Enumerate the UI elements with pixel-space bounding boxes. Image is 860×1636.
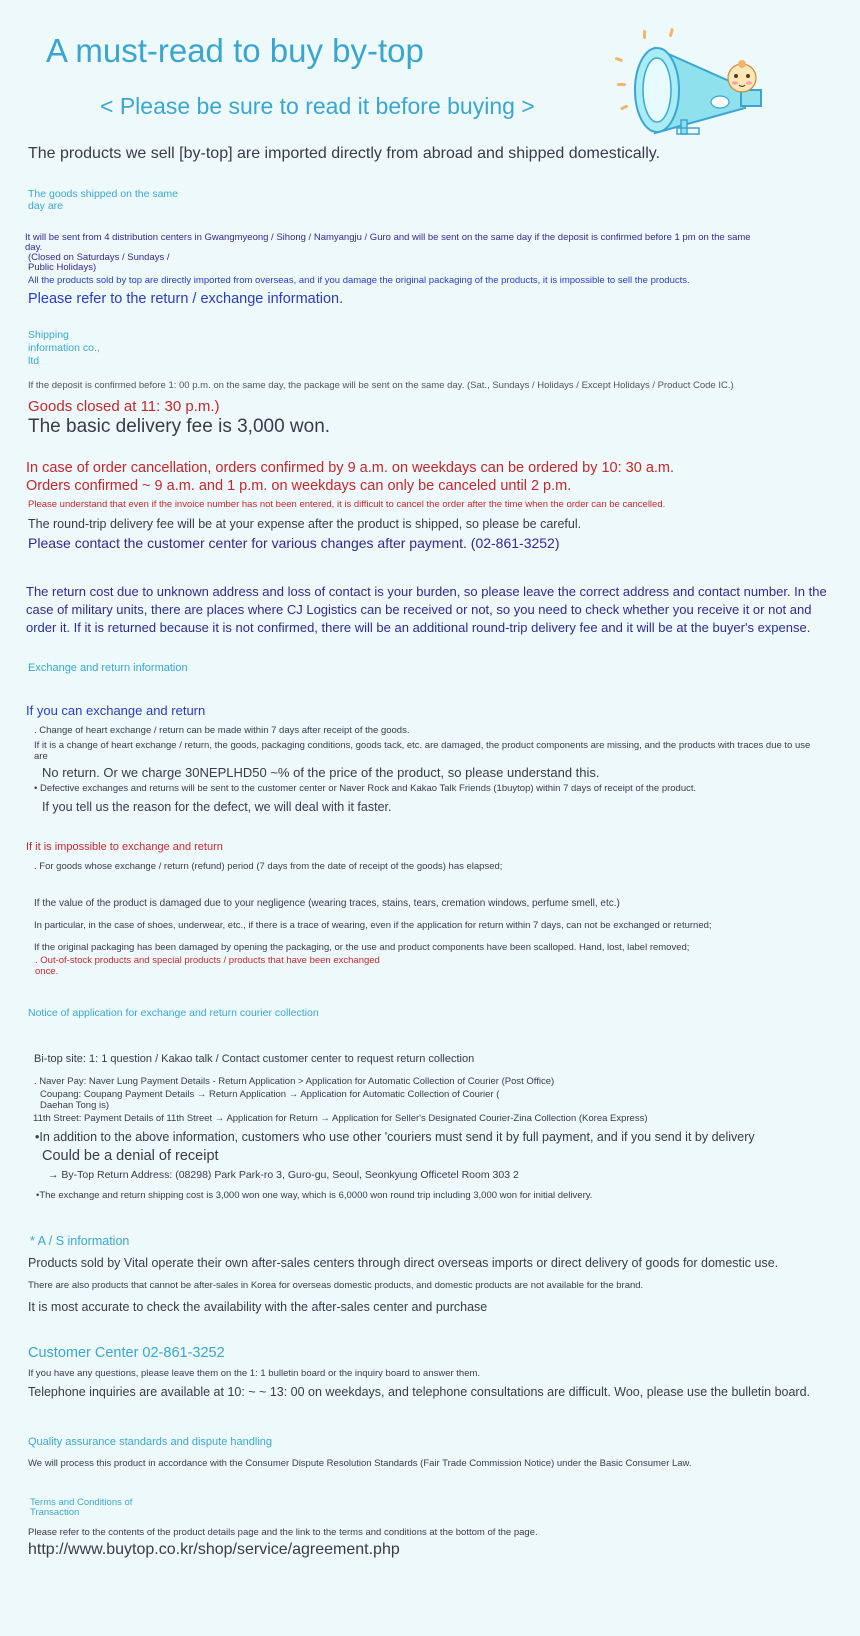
terms-heading-1: Terms and Conditions of [30,1497,133,1508]
exchange-p2: If it is a change of heart exchange / return, the goods, packaging conditions, goods tack, etc. are damaged, the product components are missing, and the products with traces due to use [34,740,811,751]
return-cost-paragraph: The return cost due to unknown address and loss of contact is your burden, so please leave the correct address and contact number. In the case of military units, there are places where CJ Logistics can be received or not, so you need to check whether you receive it or not and order it. If it is returned because it is not confirmed, there will be an additional round-trip delivery fee and it will be at the buyer's expense. [26,584,827,635]
cancellation-line-4: The round-trip delivery fee will be at your expense after the product is shipped, so please be careful. [28,517,582,531]
cancellation-line-3: Please understand that even if the invoice number has not been entered, it is difficult to cancel the order after the time when the order can be cancelled. [28,499,666,510]
closed-days-1: (Closed on Saturdays / Sundays / [28,252,170,263]
as-2: There are also products that cannot be after-sales in Korea for overseas domestic products, and domestic products are not available for the brand. [28,1280,644,1291]
impossible-4: If the original packaging has been damaged by opening the packaging, or the use and product components have been scalloped. Hand, lost, label removed; [34,942,690,953]
exchange-p4: • Defective exchanges and returns will be sent to the customer center or Naver Rock and Kakao Talk Friends (1buytop) within 7 days of receipt of the product. [34,783,697,794]
exchange-impossible-heading: If it is impossible to exchange and return [26,841,223,853]
closed-days-2: Public Holidays) [28,262,97,273]
courier-5: •In addition to the above information, customers who use other 'couriers must send it by full payment, and if you send it by delivery [35,1130,755,1144]
exchange-p2-cont: are [34,751,48,762]
same-day-text-cont: day. [25,242,43,253]
courier-2: . Naver Pay: Naver Lung Payment Details - Return Application > Application for Automatic Collection of Courier (Post Office) [34,1076,555,1087]
impossible-6: once. [35,966,59,977]
courier-1: Bi-top site: 1: 1 question / Kakao talk / Contact customer center to request return collection [34,1053,475,1065]
impossible-1: . For goods whose exchange / return (refund) period (7 days from the date of receipt of the goods) has elapsed; [34,861,503,872]
cancellation-line-2: Orders confirmed ~ 9 a.m. and 1 p.m. on weekdays can only be canceled until 2 p.m. [26,478,572,494]
quality-text: We will process this product in accordance with the Consumer Dispute Resolution Standards (Fair Trade Commission Notice) under the Basic Consumer Law. [28,1458,692,1469]
page-title: A must-read to buy by-top [46,32,424,69]
refer-return-info: Please refer to the return / exchange information. [28,291,344,307]
as-1: Products sold by Vital operate their own after-sales centers through direct overseas imports or direct delivery of goods for domestic use. [28,1256,779,1270]
courier-heading: Notice of application for exchange and return courier collection [28,1007,319,1019]
courier-3: Coupang: Coupang Payment Details → Return Application → Application for Automatic Collection of Courier ( [40,1089,500,1100]
delivery-fee: The basic delivery fee is 3,000 won. [28,416,331,437]
courier-4: 11th Street: Payment Details of 11th Street → Application for Return → Application for Seller's Designated Courier-Zina Collection (Korea Express) [33,1113,648,1124]
exchange-p1: . Change of heart exchange / return can be made within 7 days after receipt of the goods. [34,725,410,736]
page-subtitle: < Please be sure to read it before buying > [100,93,535,119]
impossible-2: If the value of the product is damaged due to your negligence (wearing traces, stains, tears, cremation windows, perfume smell, etc.) [34,898,620,909]
exchange-possible-heading: If you can exchange and return [26,703,206,718]
terms-link[interactable]: http://www.buytop.co.kr/shop/service/agreement.php [28,1541,400,1558]
cancellation-line-1: In case of order cancellation, orders confirmed by 9 a.m. on weekdays can be ordered by 10: 30 a.m. [26,460,675,476]
impossible-5: . Out-of-stock products and special products / products that have been exchanged [35,955,380,966]
customer-center-2: Telephone inquiries are available at 10: ~ ~ 13: 00 on weekdays, and telephone consultations are difficult. Woo, please use the bulletin board. [28,1385,811,1399]
terms-heading-2: Transaction [30,1507,80,1518]
same-day-label-1: The goods shipped on the same [28,188,179,200]
terms-text: Please refer to the contents of the product details page and the link to the terms and conditions at the bottom of the page. [28,1527,538,1538]
exchange-heading: Exchange and return information [28,662,188,674]
courier-3-cont: Daehan Tong is) [40,1100,110,1111]
customer-center-heading: Customer Center 02-861-3252 [28,1345,225,1361]
megaphone-mascot-icon [615,28,795,143]
deposit-notice: If the deposit is confirmed before 1: 00 p.m. on the same day, the package will be sent on the same day. (Sat., Sundays / Holidays / Except Holidays / Product Code IC.) [28,380,734,391]
same-day-text: It will be sent from 4 distribution centers in Gwangmyeong / Sihong / Namyangju / Guro and will be sent on the same day if the deposit is confirmed before 1 pm on the same [25,232,751,243]
as-3: It is most accurate to check the availability with the after-sales center and purchase [28,1300,488,1314]
goods-closed: Goods closed at 11: 30 p.m.) [28,398,220,415]
courier-6: Could be a denial of receipt [42,1148,219,1164]
return-address: → By-Top Return Address: (08298) Park Park-ro 3, Guro-gu, Seoul, Seonkyung Officetel Room 303 2 [48,1169,519,1181]
same-day-label-2: day are [28,200,64,212]
shipping-label-3: ltd [28,355,40,367]
as-heading: * A / S information [30,1234,130,1248]
courier-8: •The exchange and return shipping cost is 3,000 won one way, which is 6,0000 won round trip including 3,000 won for initial delivery. [36,1190,593,1201]
exchange-p5: If you tell us the reason for the defect, we will deal with it faster. [42,800,392,814]
quality-heading: Quality assurance standards and dispute handling [28,1436,272,1448]
intro-text: The products we sell [by-top] are imported directly from abroad and shipped domestically. [28,145,661,162]
cancellation-line-5: Please contact the customer center for various changes after payment. (02-861-3252) [28,535,560,551]
exchange-p3: No return. Or we charge 30NEPLHD50 ~% of the price of the product, so please understand this. [42,765,600,780]
shipping-label-2: information co., [28,342,100,354]
import-notice: All the products sold by top are directly imported from overseas, and if you damage the original packaging of the products, it is impossible to sell the products. [28,275,690,286]
impossible-3: In particular, in the case of shoes, underwear, etc., if there is a trace of wearing, even if the application for return within 7 days, can not be exchanged or returned; [34,920,712,931]
customer-center-1: If you have any questions, please leave them on the 1: 1 bulletin board or the inquiry board to answer them. [28,1368,481,1379]
shipping-label-1: Shipping [28,329,69,341]
